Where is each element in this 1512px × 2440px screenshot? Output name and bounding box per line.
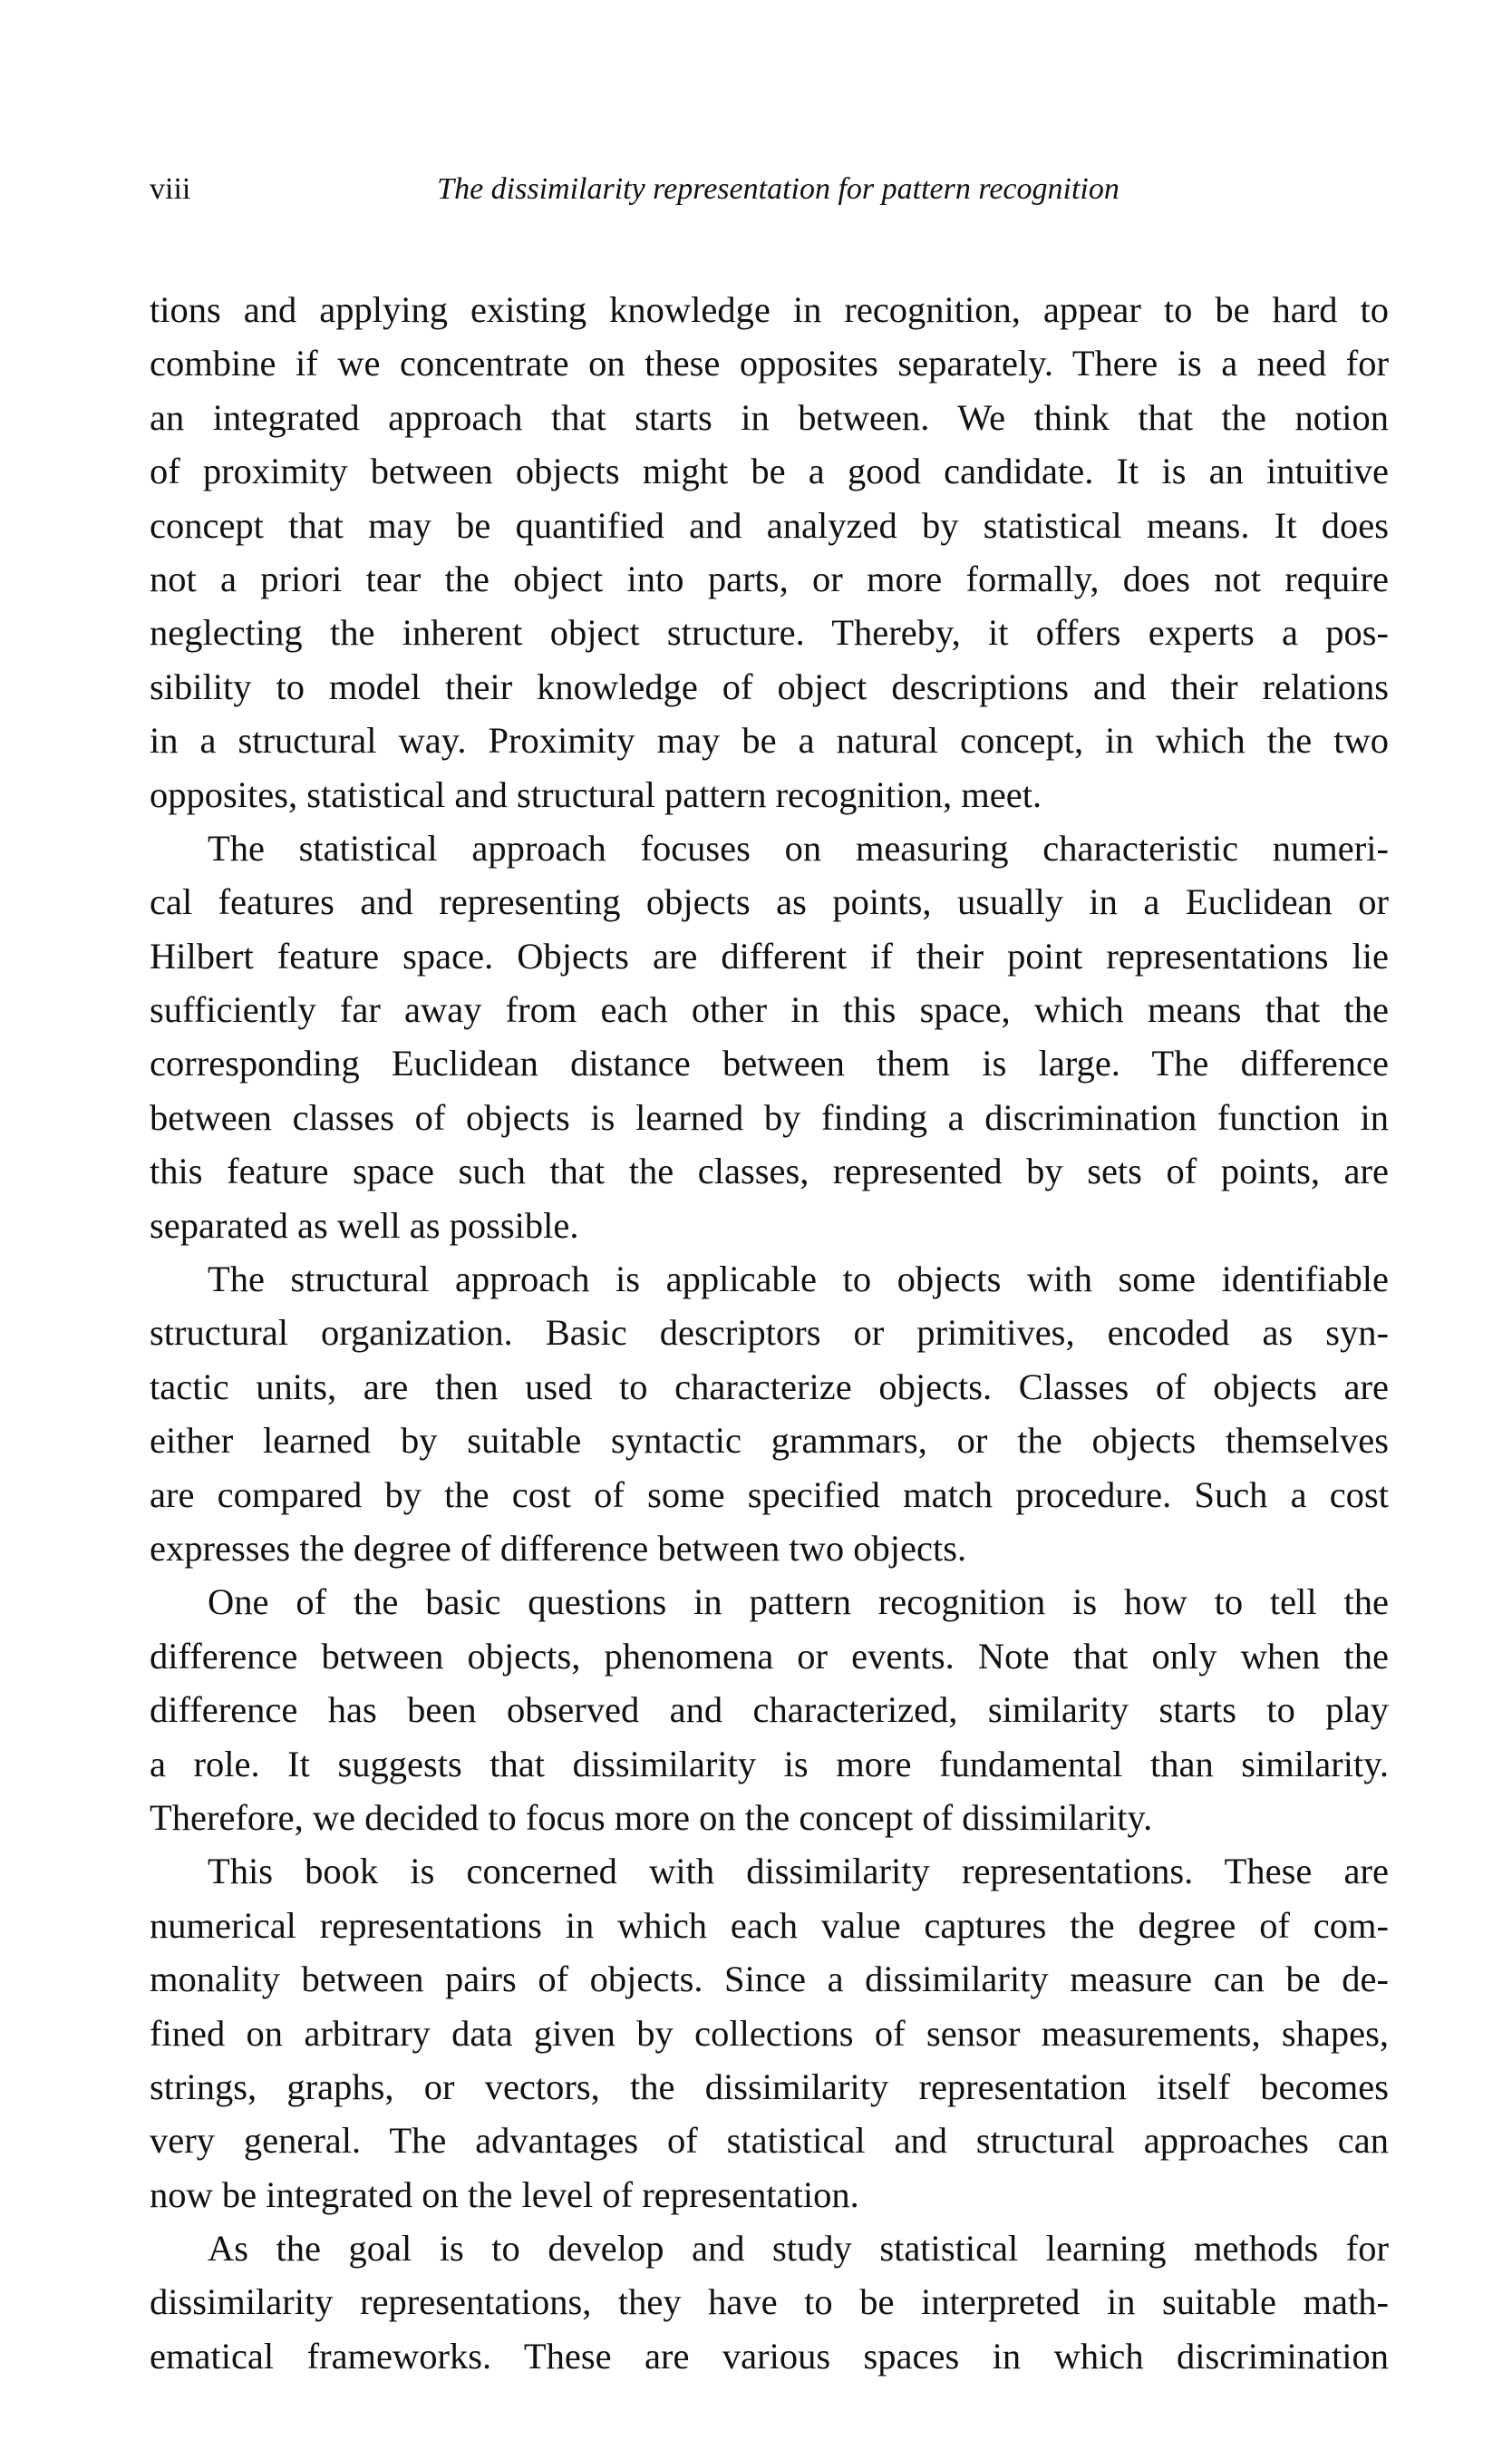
text-line: The statistical approach focuses on measuring characteristic numeri-: [208, 827, 1389, 869]
text-line: One of the basic questions in pattern recognition is how to tell the: [208, 1581, 1389, 1623]
text-line: between classes of objects is learned by finding a discrimination function in: [150, 1096, 1389, 1138]
page-number: viii: [150, 172, 191, 206]
text-line: very general. The advantages of statistical and structural approaches can: [150, 2120, 1389, 2162]
text-line: sufficiently far away from each other in this space, which means that the: [150, 989, 1389, 1031]
text-line: corresponding Euclidean distance between them is large. The difference: [150, 1043, 1389, 1084]
text-line: this feature space such that the classes, represented by sets of points, are: [150, 1151, 1389, 1192]
text-line: monality between pairs of objects. Since a dissimilarity measure can be de-: [150, 1959, 1389, 2000]
paragraph: [150, 283, 1389, 821]
text-line: separated as well as possible.: [150, 1204, 579, 1246]
text-line: Therefore, we decided to focus more on the concept of dissimilarity.: [150, 1796, 1153, 1838]
text-line: sibility to model their knowledge of object descriptions and their relations: [150, 666, 1389, 707]
text-line: structural organization. Basic descriptors or primitives, encoded as syn-: [150, 1312, 1389, 1354]
text-line: neglecting the inherent object structure. Thereby, it offers experts a pos-: [150, 612, 1389, 654]
text-line: strings, graphs, or vectors, the dissimilarity representation itself becomes: [150, 2066, 1389, 2107]
text-line: in a structural way. Proximity may be a natural concept, in which the two: [150, 720, 1389, 762]
paragraph: [150, 1844, 1389, 2221]
text-line: a role. It suggests that dissimilarity is more fundamental than similarity.: [150, 1743, 1389, 1784]
text-line: tions and applying existing knowledge in recognition, appear to be hard to: [150, 289, 1389, 330]
paragraph: [150, 1252, 1389, 1575]
text-line: of proximity between objects might be a good candidate. It is an intuitive: [150, 451, 1389, 492]
text-line: fined on arbitrary data given by collections of sensor measurements, shapes,: [150, 2012, 1389, 2054]
running-header: [150, 172, 1389, 218]
text-line: numerical representations in which each value captures the degree of com-: [150, 1904, 1389, 1946]
text-line: either learned by suitable syntactic grammars, or the objects themselves: [150, 1420, 1389, 1462]
text-line: The structural approach is applicable to objects with some identifiable: [208, 1259, 1389, 1300]
text-line: opposites, statistical and structural pattern recognition, meet.: [150, 773, 1042, 815]
text-line: difference has been observed and characterized, similarity starts to play: [150, 1689, 1389, 1731]
text-line: This book is concerned with dissimilarity representations. These are: [208, 1851, 1389, 1892]
text-line: As the goal is to develop and study statistical learning methods for: [208, 2228, 1389, 2270]
running-title: The dissimilarity representation for pattern recognition: [437, 172, 1119, 206]
paragraph: [150, 1575, 1389, 1844]
text-line: Hilbert feature space. Objects are different if their point representations lie: [150, 935, 1389, 977]
text-line: not a priori tear the object into parts, or more formally, does not require: [150, 558, 1389, 599]
text-line: ematical frameworks. These are various spaces in which discrimination: [150, 2335, 1389, 2377]
text-line: dissimilarity representations, they have to be interpreted in suitable math-: [150, 2281, 1389, 2323]
text-line: are compared by the cost of some specified match procedure. Such a cost: [150, 1473, 1389, 1515]
text-line: difference between objects, phenomena or events. Note that only when the: [150, 1635, 1389, 1677]
text-line: now be integrated on the level of representation.: [150, 2173, 859, 2215]
body-text: [150, 283, 1389, 2383]
text-line: cal features and representing objects as points, usually in a Euclidean or: [150, 881, 1389, 923]
text-line: concept that may be quantified and analyzed by statistical means. It does: [150, 504, 1389, 546]
paragraph: [150, 821, 1389, 1252]
paragraph: [150, 2221, 1389, 2383]
text-line: an integrated approach that starts in between. We think that the notion: [150, 396, 1389, 438]
text-line: combine if we concentrate on these opposites separately. There is a need for: [150, 343, 1389, 384]
text-line: expresses the degree of difference between two objects.: [150, 1527, 967, 1569]
text-line: tactic units, are then used to characterize objects. Classes of objects are: [150, 1366, 1389, 1407]
